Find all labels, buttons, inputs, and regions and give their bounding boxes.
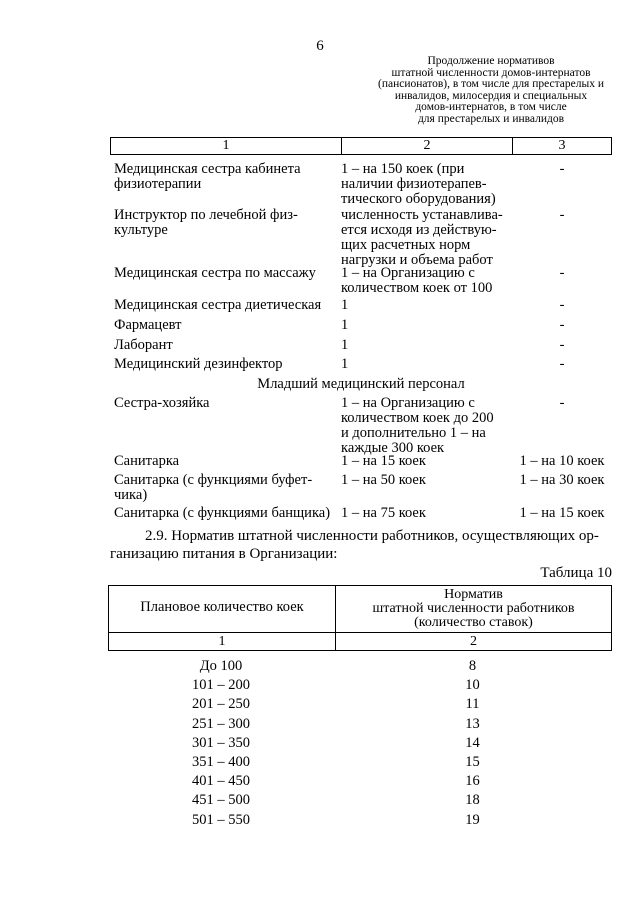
table-row — [108, 734, 612, 753]
table-row — [108, 753, 612, 772]
table1-header — [110, 137, 612, 155]
cell-text: количеством коек до 200 — [341, 410, 494, 426]
section-title: Младший медицинский персонал — [257, 376, 465, 392]
cell-text: Санитарка (с функциями буфет- — [114, 472, 313, 488]
header-line: Норматив — [444, 587, 503, 602]
table-row — [108, 772, 612, 791]
staff-norm: 15 — [465, 753, 480, 770]
table1-row-third: 1 – на 10 коек — [519, 453, 605, 469]
table1-row-name — [114, 454, 342, 469]
table1-row-norm — [341, 357, 511, 372]
cell-text: Медицинский дезинфектор — [114, 356, 283, 372]
staff-norm: 8 — [468, 658, 477, 674]
table-row — [108, 715, 612, 734]
table1-row-third: - — [559, 395, 565, 411]
cell-text: 1 — [341, 356, 349, 372]
continuation-line: Продолжение нормативов — [427, 55, 555, 67]
table1-row-norm — [341, 298, 511, 313]
table1-row-name — [114, 396, 342, 411]
cell-text: 1 — [341, 297, 349, 313]
table1-row-norm — [341, 473, 511, 488]
table2-body — [108, 657, 612, 830]
cell-text: Лаборант — [114, 337, 173, 353]
cell-text: нагрузки и объема работ — [341, 252, 493, 268]
table1-row-name — [114, 208, 342, 238]
table1-row-third: 1 – на 15 коек — [519, 505, 605, 521]
header-line: штатной численности работников — [372, 601, 575, 616]
continuation-line: домов-интернатов, в том числе — [415, 101, 567, 114]
table1-row-norm — [341, 506, 511, 521]
cell-text: Медицинская сестра по массажу — [114, 265, 316, 281]
staff-norm: 18 — [465, 792, 480, 809]
table1-row-name — [114, 162, 342, 192]
table-row — [108, 791, 612, 810]
cell-text: Инструктор по лечебной физ- — [114, 207, 298, 223]
continuation-line: штатной численности домов-интернатов — [391, 66, 591, 79]
table1-row-third: - — [559, 297, 565, 313]
staff-norm: 14 — [465, 734, 480, 751]
table1-row-norm — [341, 266, 511, 296]
continuation-line: (пансионатов), в том числе для престарелых и — [378, 78, 604, 91]
beds-range: 351 – 400 — [192, 753, 250, 770]
cell-text: Медицинская сестра кабинета — [114, 161, 301, 177]
beds-range: 201 – 250 — [192, 696, 250, 713]
beds-range: 301 – 350 — [192, 734, 250, 751]
continuation-line: инвалидов, милосердия и специальных — [394, 89, 588, 102]
table1-row-third: - — [559, 207, 565, 223]
page-number: 6 — [316, 38, 324, 54]
table1-row-norm — [341, 162, 511, 207]
cell-text: наличии физиотерапев- — [341, 176, 487, 192]
beds-range: До 100 — [199, 658, 243, 674]
cell-text: Сестра-хозяйка — [114, 395, 210, 411]
table1-row-name — [114, 318, 342, 333]
table1-row-norm — [341, 396, 511, 456]
cell-text: численность устанавлива- — [341, 207, 503, 223]
table-row — [108, 695, 612, 714]
table-row — [108, 676, 612, 695]
cell-text: количеством коек от 100 — [341, 280, 493, 296]
table1-row-third: - — [559, 356, 565, 372]
table-row — [108, 657, 612, 676]
beds-range: 401 – 450 — [192, 773, 250, 790]
cell-text: 1 — [341, 337, 349, 353]
table-label: Таблица 10 — [540, 565, 612, 581]
header-line: (количество ставок) — [414, 615, 533, 630]
staff-norm: 16 — [465, 773, 480, 790]
staff-norm: 11 — [465, 696, 480, 713]
paragraph-line: 2.9. Норматив штатной численности работников, осуществляющих ор- — [145, 528, 599, 544]
table1-row-name — [114, 506, 342, 521]
staff-norm: 10 — [465, 677, 480, 694]
table1-row-third: 1 – на 30 коек — [519, 472, 605, 488]
table2-header-col1: Плановое количество коек — [140, 599, 304, 615]
table2-header-col2 — [336, 588, 611, 630]
table1-row-third: - — [559, 317, 565, 333]
cell-text: и дополнительно 1 – на — [341, 425, 486, 441]
cell-text: 1 – на Организацию с — [341, 395, 475, 411]
beds-range: 501 – 550 — [192, 811, 250, 828]
table1-row-norm — [341, 318, 511, 333]
table1-row-name — [114, 473, 342, 503]
cell-text: щих расчетных норм — [341, 237, 471, 253]
table1-row-name — [114, 338, 342, 353]
table2-numbering-col2: 2 — [470, 634, 477, 649]
table1-row-norm — [341, 454, 511, 469]
table1-row-norm — [341, 208, 511, 268]
table-row — [108, 811, 612, 830]
table1-row-name — [114, 298, 342, 313]
table1-row-name — [114, 266, 342, 281]
table1-header-col3: 3 — [558, 138, 566, 153]
table1-row-norm — [341, 338, 511, 353]
cell-text: Медицинская сестра диетическая — [114, 297, 322, 313]
cell-text: 1 – на 15 коек — [341, 453, 426, 469]
cell-text: 1 – на 50 коек — [341, 472, 426, 488]
staff-norm: 19 — [465, 811, 480, 828]
cell-text: Санитарка (с функциями банщика) — [114, 505, 331, 521]
table2-header — [108, 585, 612, 651]
beds-range: 251 – 300 — [192, 715, 250, 732]
cell-text: ется исходя из действую- — [341, 222, 497, 238]
paragraph-line: ганизацию питания в Организации: — [110, 546, 338, 562]
table1-row-third: - — [559, 265, 565, 281]
table1-header-col1: 1 — [222, 138, 230, 153]
continuation-header — [360, 56, 622, 126]
table1-row-third: - — [559, 161, 565, 177]
continuation-line: для престарелых и инвалидов — [417, 112, 565, 125]
cell-text: каждые 300 коек — [341, 440, 445, 456]
cell-text: культуре — [114, 222, 168, 238]
cell-text: физиотерапии — [114, 176, 202, 192]
cell-text: 1 — [341, 317, 349, 333]
table2-numbering-col1: 1 — [218, 634, 226, 649]
cell-text: Санитарка — [114, 453, 180, 469]
cell-text: 1 – на 75 коек — [341, 505, 426, 521]
cell-text: Фармацевт — [114, 317, 182, 333]
cell-text: тического оборудования) — [341, 191, 496, 207]
cell-text: 1 – на 150 коек (при — [341, 161, 465, 177]
cell-text: чика) — [114, 487, 148, 503]
beds-range: 451 – 500 — [192, 792, 250, 809]
table1-header-col2: 2 — [423, 138, 431, 153]
table1-row-name — [114, 357, 342, 372]
beds-range: 101 – 200 — [192, 677, 250, 694]
cell-text: 1 – на Организацию с — [341, 265, 475, 281]
staff-norm: 13 — [465, 715, 480, 732]
table1-row-third: - — [559, 337, 565, 353]
